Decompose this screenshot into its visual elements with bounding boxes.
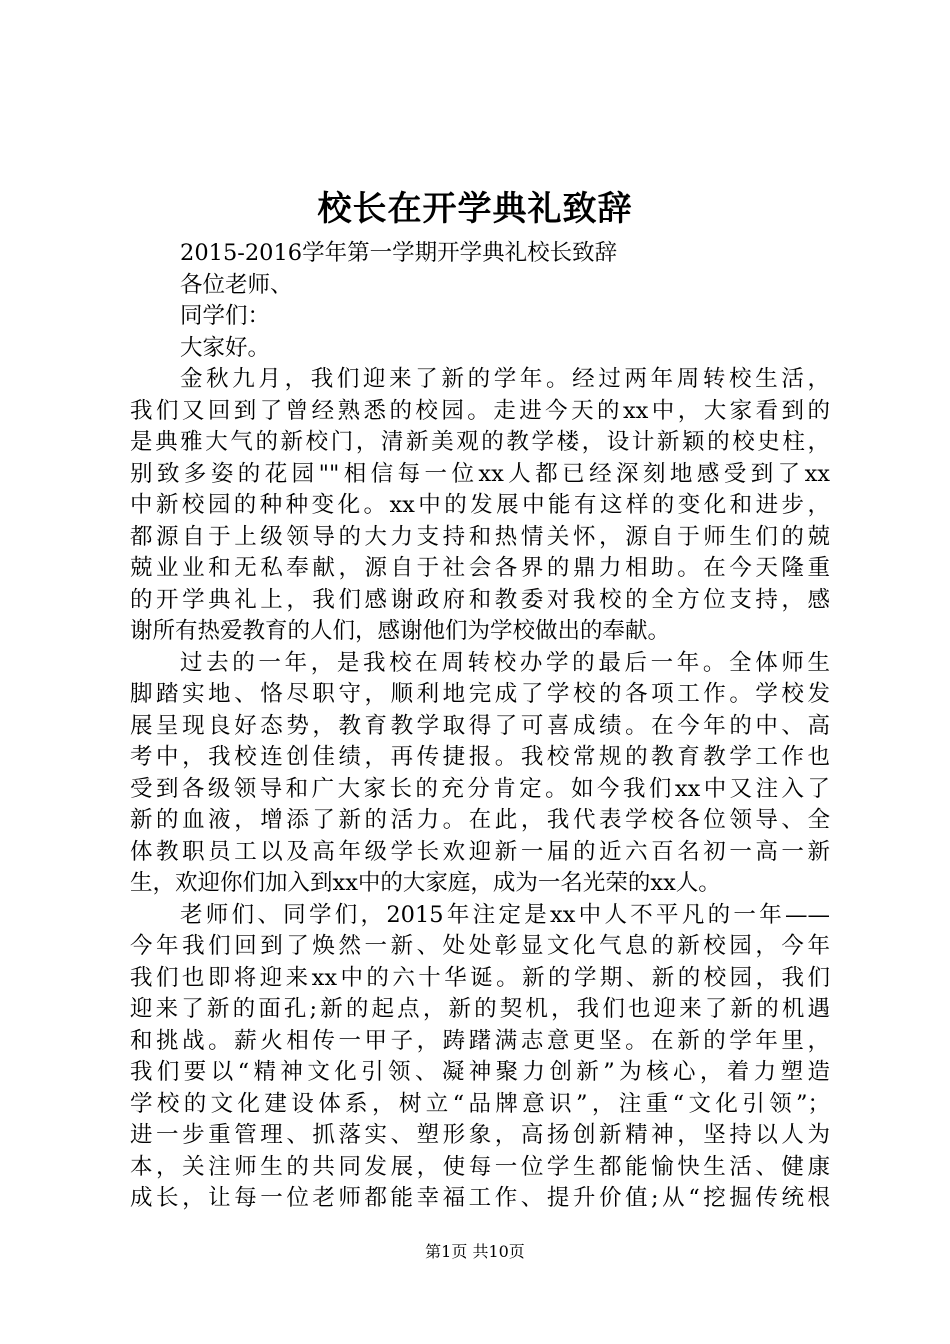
paragraph-line: 兢业业和无私奉献，源自于社会各界的鼎力相助。在今天隆重 xyxy=(130,555,830,581)
paragraph-line: 谢所有热爱教育的人们，感谢他们为学校做出的奉献。 xyxy=(130,618,671,644)
paragraph-line: 我们也即将迎来xx中的六十华诞。新的学期、新的校园，我们 xyxy=(130,964,830,991)
paragraph-line: 和挑战。薪火相传一甲子，踌躇满志意更坚。在新的学年里， xyxy=(130,1027,830,1054)
page-number-footer: 第1页 共10页 xyxy=(425,1242,525,1261)
paragraph-line: 过去的一年，是我校在周转校办学的最后一年。全体师生 xyxy=(180,649,830,676)
document-body xyxy=(130,238,830,1215)
paragraph-line: 本，关注师生的共同发展，使每一位学生都能愉快生活、健康 xyxy=(130,1153,830,1180)
paragraph-line: 都源自于上级领导的大力支持和热情关怀，源自于师生们的兢 xyxy=(130,523,830,550)
paragraph-line: 的开学典礼上，我们感谢政府和教委对我校的全方位支持，感 xyxy=(130,586,830,613)
paragraph-line: 展呈现良好态势，教育教学取得了可喜成绩。在今年的中、高 xyxy=(130,712,830,739)
paragraph-line: 考中，我校连创佳绩，再传捷报。我校常规的教育教学工作也 xyxy=(130,744,830,770)
document-title: 校长在开学典礼致辞 xyxy=(317,189,633,229)
paragraph-line: 金秋九月，我们迎来了新的学年。经过两年周转校生活， xyxy=(180,366,830,392)
paragraph-line: 受到各级领导和广大家长的充分肯定。如今我们xx中又注入了 xyxy=(130,775,830,802)
greeting-line: 大家好。 xyxy=(180,334,271,361)
paragraph-line: 新的血液，增添了新的活力。在此，我代表学校各位领导、全 xyxy=(130,807,830,833)
paragraph-line: 进一步重管理、抓落实、塑形象，高扬创新精神，坚持以人为 xyxy=(130,1122,830,1148)
paragraph-line: 老师们、同学们，2015年注定是xx中人不平凡的一年—— xyxy=(180,901,830,928)
paragraph-line: 成长，让每一位老师都能幸福工作、提升价值;从“挖掘传统根 xyxy=(130,1185,830,1211)
paragraph-line: 是典雅大气的新校门，清新美观的教学楼，设计新颖的校史柱， xyxy=(130,429,830,455)
paragraph-line: 学校的文化建设体系，树立“品牌意识”，注重“文化引领”； xyxy=(130,1090,830,1117)
paragraph-line: 别致多姿的花园""相信每一位xx人都已经深刻地感受到了xx xyxy=(130,460,830,487)
salutation-line: 各位老师、 xyxy=(180,271,293,298)
paragraph-line: 中新校园的种种变化。xx中的发展中能有这样的变化和进步， xyxy=(130,492,830,518)
paragraph-line: 今年我们回到了焕然一新、处处彰显文化气息的新校园，今年 xyxy=(130,933,830,959)
paragraph-line: 我们要以“精神文化引领、凝神聚力创新”为核心，着力塑造 xyxy=(130,1059,830,1085)
paragraph-line: 我们又回到了曾经熟悉的校园。走进今天的xx中，大家看到的 xyxy=(130,397,830,424)
paragraph-line: 生，欢迎你们加入到xx中的大家庭，成为一名光荣的xx人。 xyxy=(130,870,721,896)
subtitle-line: 2015-2016学年第一学期开学典礼校长致辞 xyxy=(180,240,618,266)
paragraph-line: 脚踏实地、恪尽职守，顺利地完成了学校的各项工作。学校发 xyxy=(130,681,830,707)
paragraph-line: 体教职员工以及高年级学长欢迎新一届的近六百名初一高一新 xyxy=(130,838,830,865)
paragraph-line: 迎来了新的面孔;新的起点，新的契机，我们也迎来了新的机遇 xyxy=(130,996,830,1022)
salutation-line: 同学们： xyxy=(180,303,271,329)
